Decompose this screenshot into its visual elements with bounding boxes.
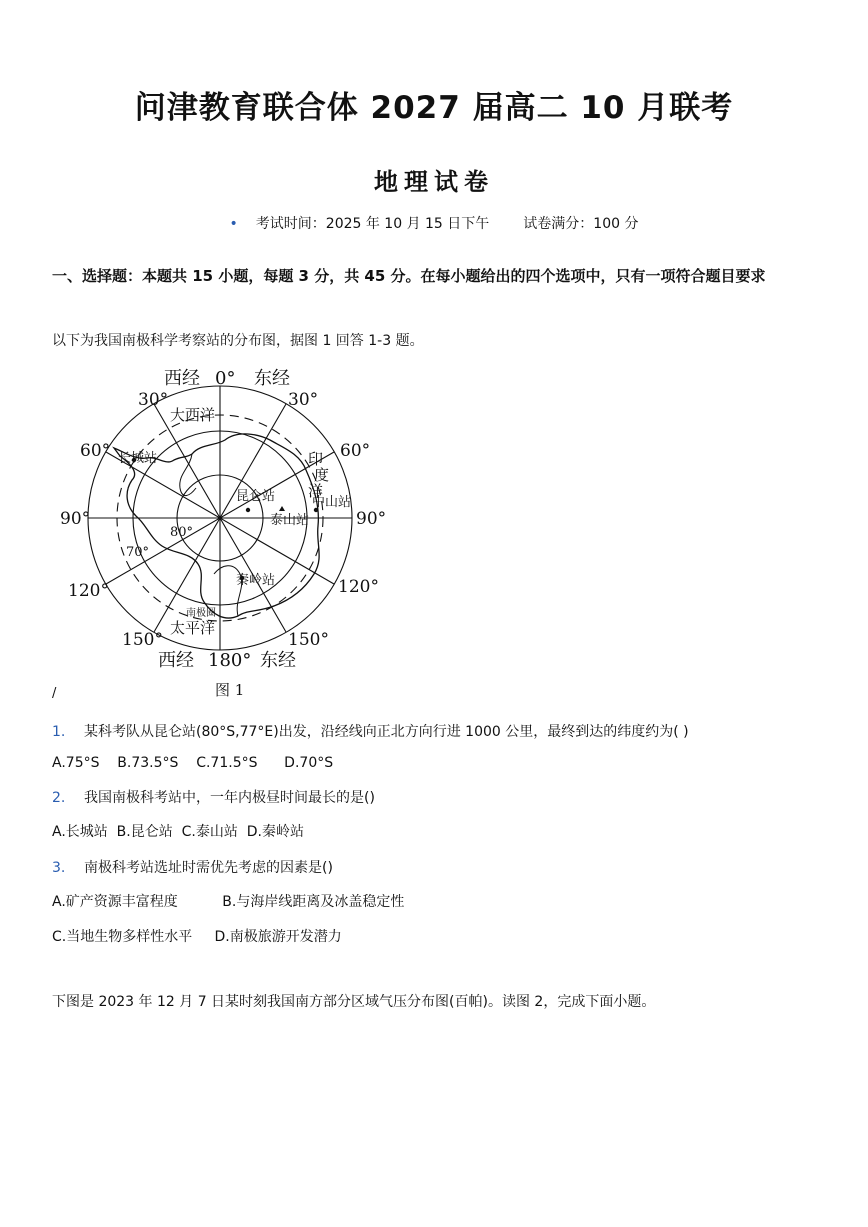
bullet-icon: • <box>229 216 238 232</box>
label-east-top: 东经 <box>254 368 290 389</box>
stray-mark: / <box>52 686 57 701</box>
label-80-deg: 80° <box>170 525 194 540</box>
question-number: 1. <box>52 724 66 740</box>
label-indian-3: 洋 <box>308 482 324 500</box>
label-indian-1: 印 <box>308 450 324 468</box>
label-70-deg: 70° <box>126 545 150 560</box>
question-text: 南极科考站选址时需优先考虑的因素是() <box>84 860 333 876</box>
kunlun-station-marker <box>246 508 250 512</box>
section-heading: 一、选择题：本题共 15 小题，每题 3 分，共 45 分。在每小题给出的四个选项中，只有一项符合题目要求 <box>52 267 766 285</box>
label-antarctic-circle: 南极圈 <box>186 608 216 619</box>
section-intro: 以下为我国南极科学考察站的分布图，据图 1 回答 1-3 题。 <box>52 333 424 349</box>
label-30e: 30° <box>288 390 319 410</box>
figure-caption: 图 1 <box>215 681 245 699</box>
question-text: 我国南极科考站中，一年内极昼时间最长的是() <box>84 790 375 806</box>
label-150e: 150° <box>288 630 329 650</box>
question-1 <box>52 721 689 741</box>
label-indian-2: 度 <box>314 466 330 484</box>
label-changcheng: 长城站 <box>118 451 158 466</box>
label-pacific: 太平洋 <box>170 619 216 637</box>
label-60w: 60° <box>80 441 111 461</box>
exam-info <box>0 213 868 233</box>
question-3-options-line2: C.当地生物多样性水平 D.南极旅游开发潜力 <box>52 929 342 945</box>
label-30w: 30° <box>138 390 169 410</box>
question-3-options-line1: A.矿产资源丰富程度 B.与海岸线距离及冰盖稳定性 <box>52 894 405 910</box>
question-number: 3. <box>52 860 66 876</box>
label-90w: 90° <box>60 509 91 529</box>
label-kunlun: 昆仑站 <box>236 489 276 504</box>
meridian-lines <box>88 386 352 650</box>
section2-intro: 下图是 2023 年 12 月 7 日某时刻我国南方部分区域气压分布图(百帕)。读图 2，完成下面小题。 <box>52 994 656 1010</box>
label-west-bottom: 西经 <box>158 650 194 671</box>
label-180-deg: 180° <box>208 650 252 671</box>
label-90e: 90° <box>356 509 387 529</box>
question-2-options: A.长城站 B.昆仑站 C.泰山站 D.秦岭站 <box>52 824 304 840</box>
label-east-bottom: 东经 <box>260 650 296 671</box>
taishan-station-marker <box>279 506 285 511</box>
label-60e: 60° <box>340 441 371 461</box>
label-atlantic: 大西洋 <box>170 406 216 424</box>
full-score: 试卷满分：100 分 <box>523 216 639 232</box>
label-taishan: 泰山站 <box>270 513 310 528</box>
question-3 <box>52 857 333 877</box>
exam-time: 考试时间：2025 年 10 月 15 日下午 <box>255 216 490 232</box>
label-0-deg: 0° <box>215 368 236 389</box>
paper-subtitle: 地理试卷 <box>374 168 494 196</box>
label-west-top: 西经 <box>164 368 200 389</box>
label-qinling: 秦岭站 <box>236 573 276 588</box>
antarctic-station-map <box>52 360 392 705</box>
question-number: 2. <box>52 790 66 806</box>
question-1-options: A.75°S B.73.5°S C.71.5°S D.70°S <box>52 755 334 771</box>
label-zhongshan: 中山站 <box>312 495 352 510</box>
page-title: 问津教育联合体 2027 届高二 10 月联考 <box>134 90 734 126</box>
label-120w: 120° <box>68 581 109 601</box>
question-2 <box>52 787 375 807</box>
question-text: 某科考队从昆仑站(80°S,77°E)出发，沿经线向正北方向行进 1000 公里，最终到达的纬度约为( ) <box>84 724 689 740</box>
label-120e: 120° <box>338 577 379 597</box>
label-150w: 150° <box>122 630 163 650</box>
